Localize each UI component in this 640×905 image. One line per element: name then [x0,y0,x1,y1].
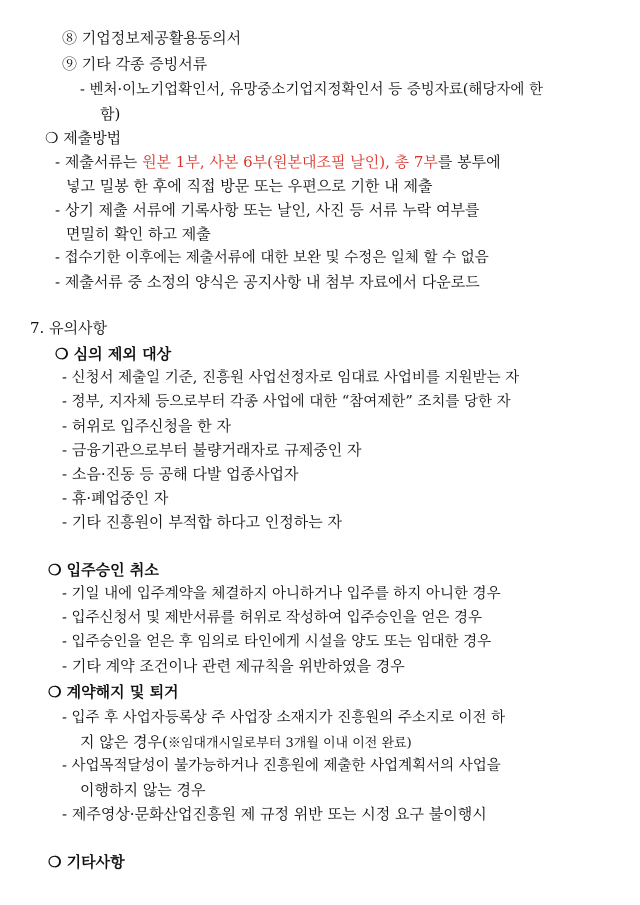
exclude-heading: ❍ 심의 제외 대상 [55,345,172,363]
doc-item-9: ⑨ 기타 각종 증빙서류 [62,55,208,73]
section-7-title: 7. 유의사항 [30,319,108,337]
submit-line-2: - 상기 제출 서류에 기록사항 또는 날인, 사진 등 서류 누락 여부를 [55,201,480,219]
exclude-item: - 소음·진동 등 공해 다발 업종사업자 [62,465,299,483]
doc-item-9-detail-cont: 함) [100,105,121,123]
terminate-item-2-cont: 이행하지 않는 경우 [80,781,206,799]
cancel-heading: ❍ 입주승인 취소 [48,561,159,579]
terminate-item-1-cont-a: 지 않은 경우( [80,733,168,751]
terminate-item-1-cont [80,732,412,754]
exclude-item: - 기타 진흥원이 부적합 하다고 인정하는 자 [62,513,343,531]
terminate-item-1: - 입주 후 사업자등록상 주 사업장 소재지가 진흥원의 주소지로 이전 하 [62,710,506,726]
submit-line-3: - 접수기한 이후에는 제출서류에 대한 보완 및 수정은 일체 할 수 없음 [55,250,489,266]
terminate-item-3: - 제주영상·문화산업진흥원 제 규정 위반 또는 시정 요구 불이행시 [62,805,487,823]
cancel-item: - 입주승인을 얻은 후 임의로 타인에게 시설을 양도 또는 임대한 경우 [62,634,492,650]
submit-line-1-cont: 넣고 밀봉 한 후에 직접 방문 또는 우편으로 기한 내 제출 [66,177,433,195]
submit-method-heading: ❍ 제출방법 [45,129,122,147]
exclude-item: - 금융기관으로부터 불량거래자로 규제중인 자 [62,441,362,459]
submit-copies-highlight: 원본 1부, 사본 6부(원본대조필 날인), 총 7부 [142,153,438,171]
submit-line-1-pre: - 제출서류는 [55,153,143,171]
doc-item-8: ⑧ 기업정보제공활용동의서 [62,29,242,47]
submit-line-1-post: 를 봉투에 [437,153,501,171]
terminate-heading: ❍ 계약해지 및 퇴거 [48,683,179,701]
exclude-item: - 정부, 지자체 등으로부터 각종 사업에 대한 “참여제한” 조치를 당한 자 [62,394,511,410]
exclude-item: - 신청서 제출일 기준, 진흥원 사업선정자로 임대료 사업비를 지원받는 자 [62,370,520,386]
submit-line-4: - 제출서류 중 소정의 양식은 공지사항 내 첨부 자료에서 다운로드 [55,273,480,291]
submit-line-1 [55,152,501,172]
cancel-item: - 기일 내에 입주계약을 체결하지 아니하거나 입주를 하지 아니한 경우 [62,586,501,602]
exclude-item: - 휴·폐업중인 자 [62,489,169,507]
other-heading: ❍ 기타사항 [48,853,125,871]
exclude-item: - 허위로 입주신청을 한 자 [62,417,232,435]
cancel-item: - 입주신청서 및 제반서류를 허위로 작성하여 입주승인을 얻은 경우 [62,610,482,626]
cancel-item: - 기타 계약 조건이나 관련 제규칙을 위반하였을 경우 [62,657,405,675]
submit-line-2-cont: 면밀히 확인 하고 제출 [66,225,211,243]
terminate-item-1-note: ※임대개시일로부터 3개월 이내 이전 완료) [167,736,412,751]
doc-item-9-detail: - 벤처·이노기업확인서, 유망중소기업지정확인서 등 증빙자료(해당자에 한 [80,82,544,98]
terminate-item-2: - 사업목적달성이 불가능하거나 진흥원에 제출한 사업계획서의 사업을 [62,758,501,774]
